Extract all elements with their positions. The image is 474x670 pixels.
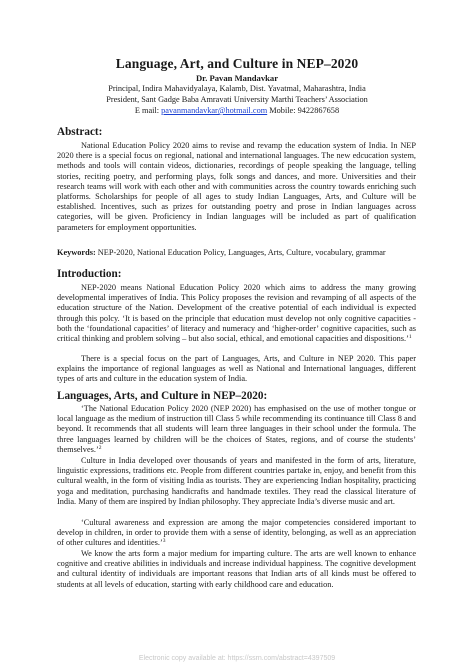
abstract-text: National Education Policy 2020 aims to revise and revamp the education system of India. In NEP 2020 there is a special focus on regional, national and international languages. The new edcucation system, methods and tools will contain videos, dictionaries, recordings of people speaking the language, telling stories, reciting poetry, and performing plays, folk songs and dances, and more. Universities and their research teams will work with each other and with communities across the country towards enriching such platforms. Scholarships for people of all ages to study Indian Languages, Arts, and Culture will be established. Incentives, such as prizes for outstanding poetry and prose in Indian languages across categories, will be given. Proficiency in Indian languages will be included as part of qualification parameters for employment opportunities. (57, 141, 416, 232)
section2-text-1: ‘The National Education Policy 2020 (NEP 2020) has emphasised on the use of mother tongue or local language as the medium of instruction till Class 5 while recommending its continuance till Class 8 and beyond. It recommends that all students will learn three languages in their school under the formula. The three languages learned by children will be the choices of States, regions, and of course the students’ themselves.’ (57, 404, 416, 454)
keywords-line (57, 248, 437, 258)
introduction-paragraph-2 (57, 354, 416, 385)
keywords-text: NEP-2020, National Education Policy, Languages, Arts, Culture, vocabulary, grammar (97, 248, 386, 257)
ssrn-footer: Electronic copy available at: https://ssrn.com/abstract=4397509 (138, 655, 336, 662)
section2-text-3: ‘Cultural awareness and expression are among the major competencies considered important to develop in children, in order to provide them with a sense of identity, belonging, as well as an appreciation of other cultures and identities.’ (57, 518, 416, 548)
email-link[interactable]: pavanmandavkar@hotmail.com (161, 106, 268, 115)
author-contact (0, 106, 474, 116)
introduction-heading: Introduction: (57, 268, 122, 280)
section2-text-4: We know the arts form a major medium for imparting culture. The arts are well known to enhance cognitive and creative abilities in individuals and increase individual happiness. The cognitive development and cultural identity of individuals are important reasons that Indian arts of all kinds must be offered to students at all levels of education, starting with early childhood care and education. (57, 549, 416, 589)
abstract-heading: Abstract: (57, 126, 103, 138)
footnote-ref-2: 2 (98, 444, 102, 451)
mobile-number: Mobile: 9422867658 (269, 106, 340, 115)
author-name: Dr. Pavan Mandavkar (195, 73, 279, 83)
section2-paragraph-1 (57, 404, 416, 455)
introduction-paragraph-1 (57, 283, 416, 344)
email-label: E mail: (134, 106, 160, 115)
section2-paragraph-2 (57, 456, 416, 507)
introduction-text-2: There is a special focus on the part of Languages, Arts, and Culture in NEP 2020. This paper explains the importance of regional languages as well as National and International languages, different types of arts and culture in the education system of India. (57, 354, 416, 384)
introduction-text-1: NEP-2020 means National Education Policy 2020 which aims to address the many growing developmental imperatives of India. This Policy proposes the revision and revamping of all aspects of the education structure of the Nation. Development of the creative potential of each individual is expected through this polcy. ‘It is based on the principle that education must develop not only cognitive capacities - both the ‘foundational capacities’ of literacy and numeracy and ‘higher-order’ cognitive capacities, such as critical thinking and problem solving – but also social, ethical, and emotional capacities and dispositions.’ (57, 283, 416, 344)
author-affiliation-1: Principal, Indira Mahavidyalaya, Kalamb, Dist. Yavatmal, Maharashtra, India (108, 84, 366, 93)
section2-text-2: Culture in India developed over thousands of years and manifested in the form of arts, literature, linguistic expressions, traditions etc. People from different countries partake in, enjoy, and benefit from this cultural wealth, in the form of visiting India as tourists. They are experiencing Indian hospitality, practicing yoga and meditation, purchasing handicrafts and handmade textiles. They read the classical literature of India. Many of them are inspired by Indian philosophy. They appreciate India’s diverse music and art. (57, 456, 416, 506)
abstract-paragraph (57, 141, 416, 233)
section2-paragraph-3 (57, 518, 416, 549)
paper-title: Language, Art, and Culture in NEP–2020 (115, 56, 359, 71)
section2-paragraph-4 (57, 549, 416, 590)
footnote-ref-3: 3 (162, 538, 166, 545)
keywords-label: Keywords: (57, 248, 96, 257)
author-affiliation-2: President, Sant Gadge Baba Amravati University Marthi Teachers’ Association (106, 95, 368, 104)
section-heading-languages: Languages, Arts, and Culture in NEP–2020: (57, 390, 268, 402)
footnote-ref-1: 1 (408, 334, 412, 341)
